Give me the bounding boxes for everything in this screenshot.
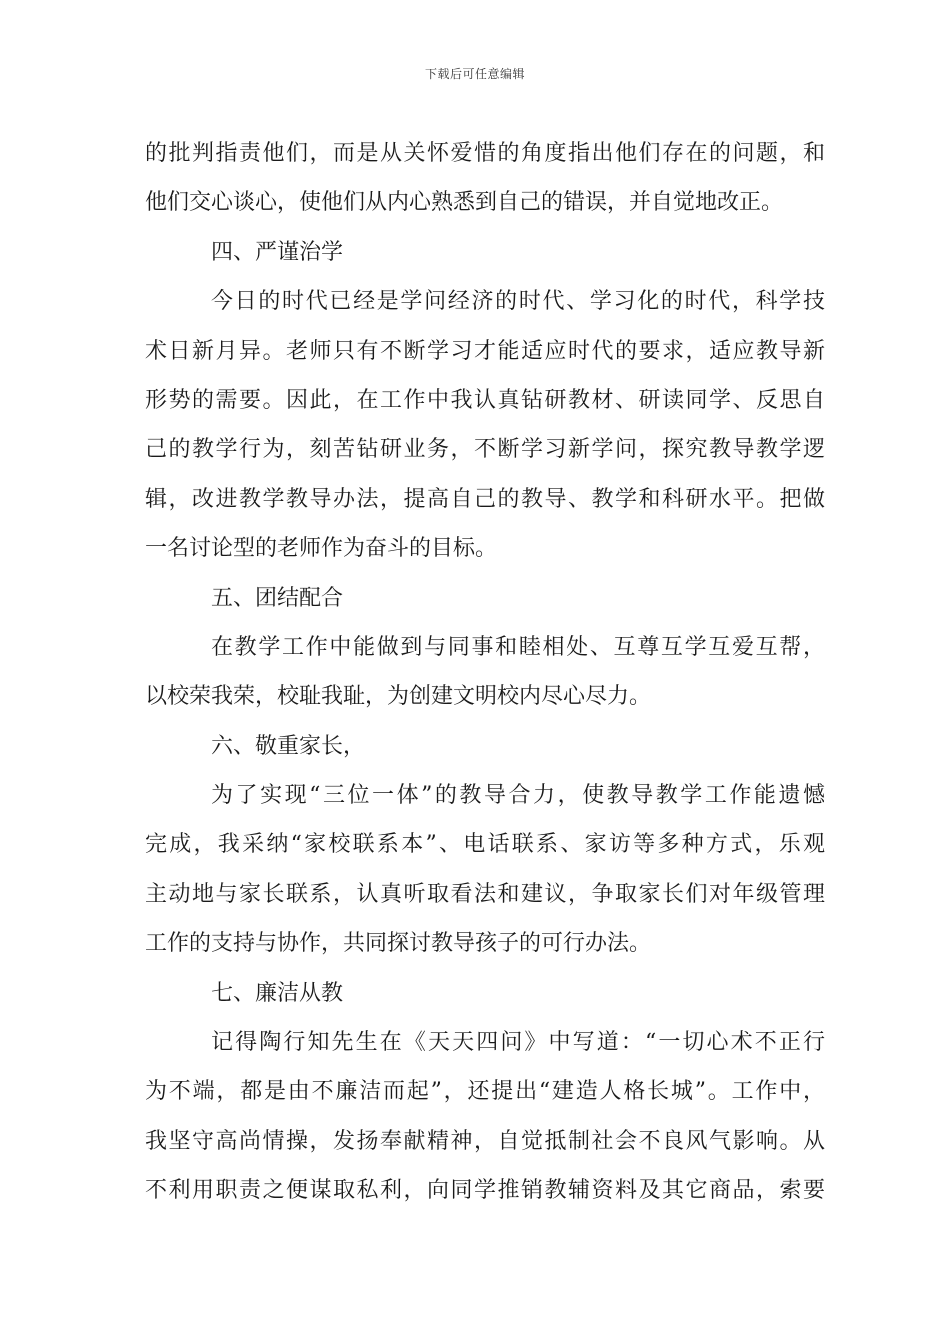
text-line: 他们交心谈心，使他们从内心熟悉到自己的错误，并自觉地改正。 xyxy=(145,190,784,216)
text-line: 一名讨论型的老师作为奋斗的目标。 xyxy=(145,536,498,562)
section-heading: 七、廉洁从教 xyxy=(211,980,344,1006)
section-heading: 六、敬重家长， xyxy=(211,733,366,759)
text-line: 形势的需要。因此，在工作中我认真钻研教材、研读同学、反思自 xyxy=(145,387,825,413)
text-line: 的批判指责他们，而是从关怀爱惜的角度指出他们存在的问题，和 xyxy=(145,141,825,166)
paragraph-first-line: 记得陶行知先生在《天天四问》中写道：“一切心术不正行 xyxy=(211,1030,825,1056)
text-line: 我坚守高尚情操，发扬奉献精神，自觉抵制社会不良风气影响。从 xyxy=(145,1128,825,1154)
text-line: 不利用职责之便谋取私利，向同学推销教辅资料及其它商品，索要 xyxy=(145,1178,825,1204)
document-body xyxy=(145,129,825,1216)
text-line: 主动地与家长联系，认真听取看法和建议，争取家长们对年级管理 xyxy=(145,881,825,907)
section-heading: 五、团结配合 xyxy=(211,585,344,611)
paragraph-first-line: 今日的时代已经是学问经济的时代、学习化的时代，科学技 xyxy=(211,289,825,315)
text-line: 以校荣我荣，校耻我耻，为创建文明校内尽心尽力。 xyxy=(145,684,652,710)
section-heading: 四、严谨治学 xyxy=(211,239,344,265)
text-line: 术日新月异。老师只有不断学习才能适应时代的要求，适应教导新 xyxy=(145,338,825,364)
text-line: 完成，我采纳“家校联系本”、电话联系、家访等多种方式，乐观 xyxy=(145,832,825,858)
text-line: 己的教学行为，刻苦钻研业务，不断学习新学问，探究教导教学逻 xyxy=(145,437,825,463)
text-line: 辑，改进教学教导办法，提高自己的教导、教学和科研水平。把做 xyxy=(145,486,825,512)
paragraph-first-line: 在教学工作中能做到与同事和睦相处、互尊互学互爱互帮， xyxy=(211,634,825,660)
text-line: 工作的支持与协作，共同探讨教导孩子的可行办法。 xyxy=(145,931,652,957)
text-line: 为不端，都是由不廉洁而起”，还提出“建造人格长城”。工作中， xyxy=(145,1079,825,1105)
paragraph-first-line: 为了实现“三位一体”的教导合力，使教导教学工作能遗憾 xyxy=(211,783,825,809)
page-header: 下载后可任意编辑 xyxy=(424,67,525,81)
